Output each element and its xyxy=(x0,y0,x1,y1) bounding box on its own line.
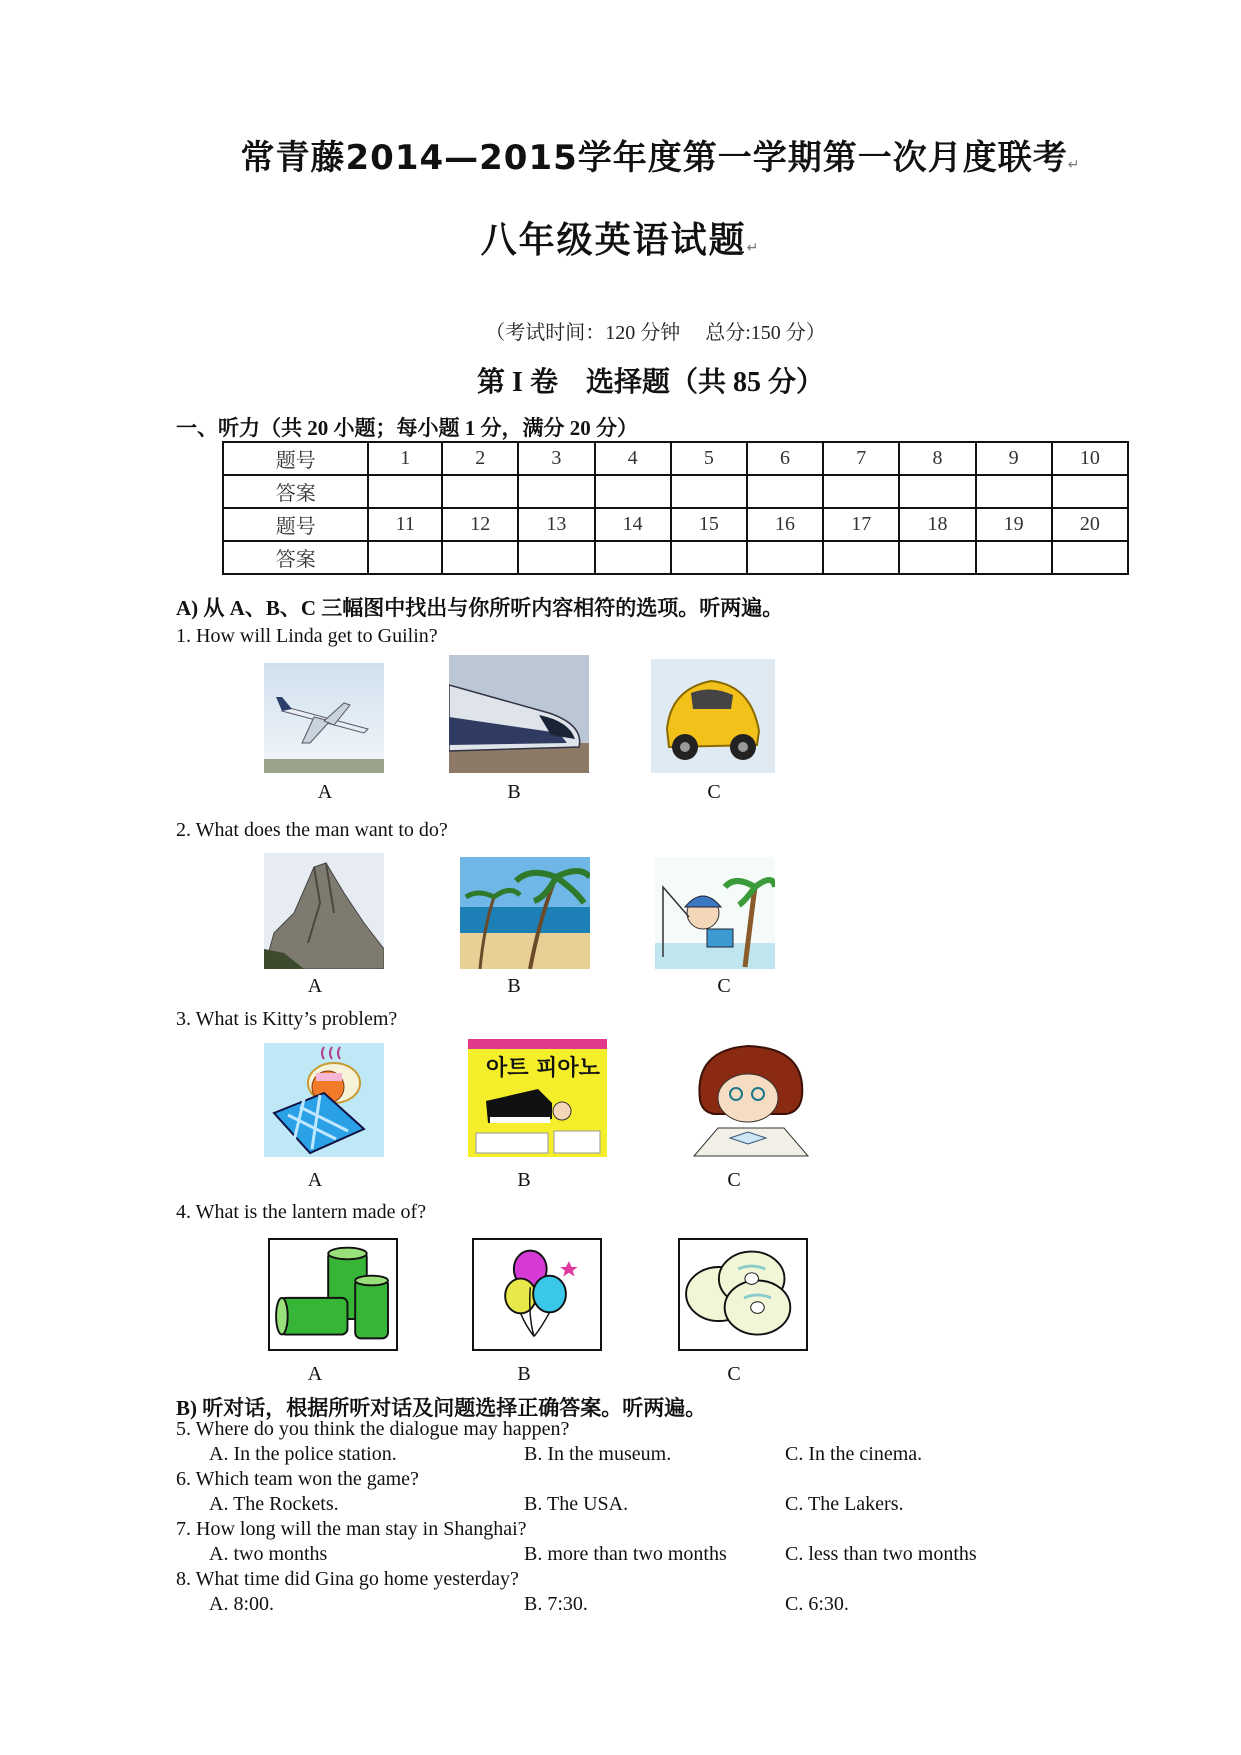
option-label: C xyxy=(717,975,731,997)
table-row xyxy=(223,475,1128,508)
airplane-icon xyxy=(264,663,384,773)
answer-cell[interactable] xyxy=(747,475,823,508)
option-b: B. The USA. xyxy=(524,1493,629,1515)
fishing-icon xyxy=(655,857,775,969)
question-2: 2. What does the man want to do? xyxy=(176,819,448,841)
part-a-instruction: A) 从 A、B、C 三幅图中找出与你所听内容相符的选项。听两遍。 xyxy=(176,596,784,620)
car-icon xyxy=(651,659,775,773)
answer-cell[interactable] xyxy=(1052,475,1128,508)
option-a: A. two months xyxy=(209,1543,328,1565)
piano-poster-icon xyxy=(468,1039,607,1157)
question-number: 7 xyxy=(823,442,899,475)
volume-title: 第 I 卷 选择题（共 85 分） xyxy=(477,367,824,398)
answer-cell[interactable] xyxy=(976,541,1052,574)
answer-cell[interactable] xyxy=(1052,541,1128,574)
option-a: A. In the police station. xyxy=(209,1443,397,1465)
option-label: B xyxy=(517,1169,531,1191)
question-number: 14 xyxy=(595,508,671,541)
answer-cell[interactable] xyxy=(671,541,747,574)
question-number: 19 xyxy=(976,508,1052,541)
answer-cell[interactable] xyxy=(823,475,899,508)
option-a: A. The Rockets. xyxy=(209,1493,339,1515)
answer-cell[interactable] xyxy=(442,541,518,574)
question-number: 8 xyxy=(899,442,975,475)
answer-cell[interactable] xyxy=(368,475,442,508)
question-5: 5. Where do you think the dialogue may happen? xyxy=(176,1418,570,1440)
question-number: 3 xyxy=(518,442,594,475)
option-label: B xyxy=(517,1363,531,1385)
question-1: 1. How will Linda get to Guilin? xyxy=(176,625,438,647)
exam-subtitle: 八年级英语试题↵ xyxy=(480,220,761,261)
question-number: 10 xyxy=(1052,442,1128,475)
option-c: C. 6:30. xyxy=(785,1593,849,1615)
question-number: 2 xyxy=(442,442,518,475)
option-c: C. The Lakers. xyxy=(785,1493,904,1515)
option-c: C. In the cinema. xyxy=(785,1443,923,1465)
answer-cell[interactable] xyxy=(442,475,518,508)
option-b: B. 7:30. xyxy=(524,1593,588,1615)
section-title: 一、听力（共 20 小题；每小题 1 分，满分 20 分） xyxy=(176,416,638,440)
answer-cell[interactable] xyxy=(671,475,747,508)
question-number: 15 xyxy=(671,508,747,541)
question-number: 20 xyxy=(1052,508,1128,541)
question-number: 17 xyxy=(823,508,899,541)
question-number: 12 xyxy=(442,508,518,541)
question-number: 9 xyxy=(976,442,1052,475)
cans-icon xyxy=(268,1238,398,1351)
table-row xyxy=(223,508,1128,541)
question-number: 4 xyxy=(595,442,671,475)
option-label: A xyxy=(317,781,333,803)
option-label: C xyxy=(727,1363,741,1385)
answer-cell[interactable] xyxy=(976,475,1052,508)
answer-cell[interactable] xyxy=(595,541,671,574)
table-row xyxy=(223,442,1128,475)
option-label: A xyxy=(307,975,323,997)
answer-table xyxy=(222,441,1129,575)
question-6: 6. Which team won the game? xyxy=(176,1468,419,1490)
cds-icon xyxy=(678,1238,808,1351)
exam-title: 常青藤2014—2015学年度第一学期第一次月度联考↵ xyxy=(240,138,1081,178)
question-number: 16 xyxy=(747,508,823,541)
option-c: C. less than two months xyxy=(785,1543,977,1565)
question-number: 18 xyxy=(899,508,975,541)
answer-cell[interactable] xyxy=(899,475,975,508)
part-b-instruction: B) 听对话，根据所听对话及问题选择正确答案。听两遍。 xyxy=(176,1396,707,1420)
question-4: 4. What is the lantern made of? xyxy=(176,1201,427,1223)
answer-cell[interactable] xyxy=(595,475,671,508)
row-label: 答案 xyxy=(223,475,368,508)
answer-cell[interactable] xyxy=(823,541,899,574)
mountain-icon xyxy=(264,853,384,969)
question-number: 1 xyxy=(368,442,442,475)
option-b: B. more than two months xyxy=(524,1543,727,1565)
option-b: B. In the museum. xyxy=(524,1443,672,1465)
answer-cell[interactable] xyxy=(747,541,823,574)
question-8: 8. What time did Gina go home yesterday? xyxy=(176,1568,519,1590)
answer-cell[interactable] xyxy=(518,541,594,574)
sick-in-bed-icon xyxy=(264,1043,384,1157)
answer-cell[interactable] xyxy=(518,475,594,508)
option-label: B xyxy=(507,975,521,997)
beach-icon xyxy=(460,857,590,969)
question-number: 6 xyxy=(747,442,823,475)
exam-info: （考试时间：120 分钟 总分:150 分） xyxy=(485,322,826,344)
question-7: 7. How long will the man stay in Shanghai? xyxy=(176,1518,527,1540)
answer-cell[interactable] xyxy=(368,541,442,574)
row-label: 答案 xyxy=(223,541,368,574)
question-number: 11 xyxy=(368,508,442,541)
question-number: 13 xyxy=(518,508,594,541)
option-label: C xyxy=(707,781,721,803)
answer-cell[interactable] xyxy=(899,541,975,574)
train-icon xyxy=(449,655,589,773)
option-label: A xyxy=(307,1169,323,1191)
question-number: 5 xyxy=(671,442,747,475)
poster-text: 아트 피아노 xyxy=(486,1056,600,1081)
row-label: 题号 xyxy=(223,442,368,475)
option-label: C xyxy=(727,1169,741,1191)
table-row xyxy=(223,541,1128,574)
row-label: 题号 xyxy=(223,508,368,541)
option-a: A. 8:00. xyxy=(209,1593,274,1615)
studying-girl-icon xyxy=(688,1040,812,1157)
balloons-icon xyxy=(472,1238,602,1351)
option-label: A xyxy=(307,1363,323,1385)
option-label: B xyxy=(507,781,521,803)
question-3: 3. What is Kitty’s problem? xyxy=(176,1008,398,1030)
